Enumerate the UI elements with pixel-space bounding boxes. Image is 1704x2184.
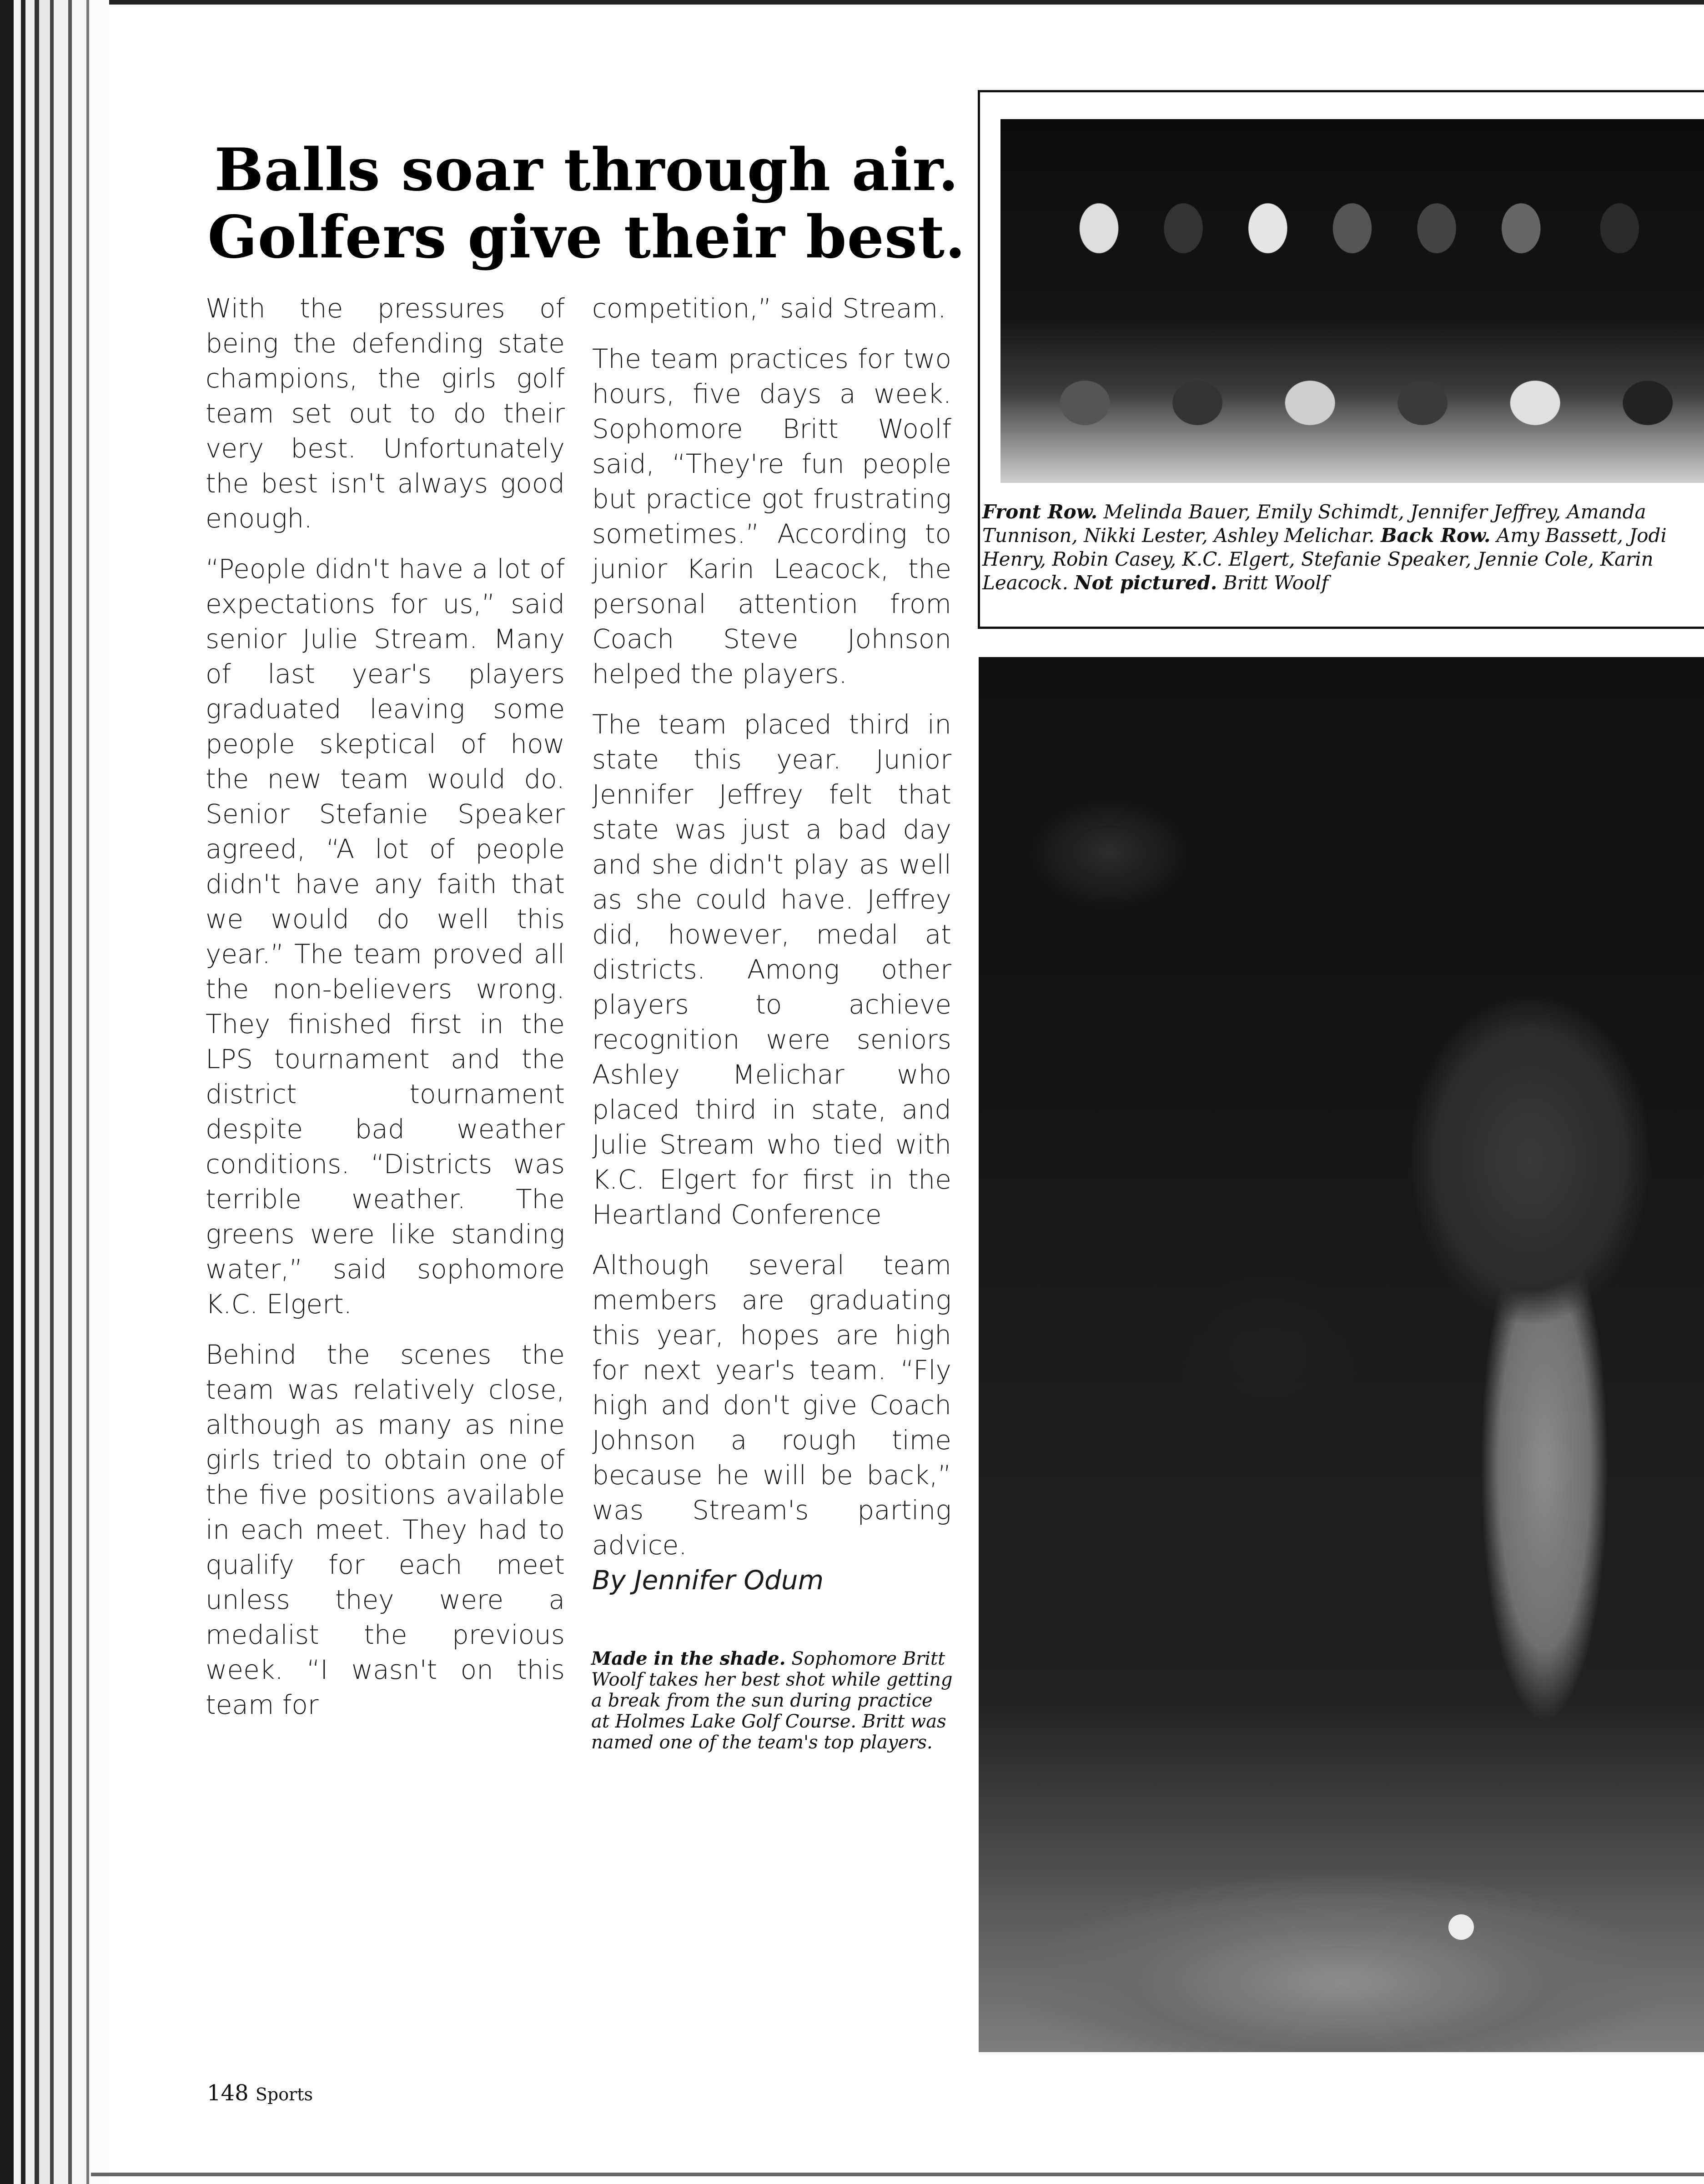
back-row-names: Amy Bassett, Jodi Henry, Robin Casey, K.C. Elgert, Stefanie Speaker, Jennie Cole, Karin Leacock. (982, 524, 1667, 594)
article-paragraph: The team placed third in state this year. Junior Jennifer Jeffrey felt that state was just a bad day and she didn't play as well as she could have. Jeffrey did, however, medal at districts. Among other players to achieve recognition were seniors Ashley Melichar who placed third in state, and Julie Stream who tied with K.C. Elgert for first in the Heartland Conference (592, 709, 951, 1230)
article-paragraph: “People didn't have a lot of expectations for us,” said senior Julie Stream. Many of last year's players graduated leaving some people skeptical of how the new team would do. Senior Stefanie Speaker agreed, “A lot of people didn't have any faith that we would do well this year.” The team proved all the non-believers wrong. They finished first in the LPS tournament and the district tournament despite bad weather conditions. “Districts was terrible weather. The greens were like standing water,” said sophomore K.C. Elgert. (206, 553, 565, 1320)
article-paragraph: With the pressures of being the defending state champions, the girls golf team set out to do their very best. Unfortunately the best isn't always good enough. (206, 293, 565, 534)
page-folio (207, 2080, 313, 2106)
headline-line-2: Golfers give their best. (207, 203, 966, 271)
not-pictured-names: Britt Woolf (1223, 572, 1329, 594)
golfer-action-photo (979, 657, 1704, 2052)
article-paragraph (592, 1248, 951, 1598)
article-column-1 (206, 291, 565, 1738)
bottom-rule (91, 2173, 1704, 2176)
article-paragraph: The team practices for two hours, five days a week. Sophomore Britt Woolf said, “They're fun people but practice got frustrating sometimes.” According to junior Karin Leacock, the personal attention from Coach Steve Johnson helped the players. (592, 343, 951, 689)
section-name: Sports (255, 2084, 313, 2104)
team-photo (1000, 119, 1704, 483)
team-photo-caption (982, 500, 1701, 595)
byline: By Jennifer Odum (592, 1565, 824, 1596)
article-paragraph: Behind the scenes the team was relatively close, although as many as nine girls tried to obtain one of the five positions available in each meet. They had to qualify for each meet unless they were a medalist the previous week. “I wasn't on this team for (206, 1339, 565, 1720)
headline-line-1: Balls soar through air. (214, 136, 959, 204)
article-paragraph: competition,” said Stream. (592, 293, 946, 324)
action-caption-text: Sophomore Britt Woolf takes her best shot while getting a break from the sun during practice at Holmes Lake Golf Course. Britt was named one of the team's top players. (591, 1648, 953, 1753)
action-caption-label: Made in the shade. (591, 1648, 786, 1669)
front-row-label: Front Row. (982, 501, 1098, 523)
article-column-2 (592, 291, 951, 1613)
not-pictured-label: Not pictured. (1074, 572, 1217, 594)
action-photo-caption (591, 1648, 955, 1753)
headline (200, 136, 973, 271)
back-row-label: Back Row. (1381, 524, 1491, 547)
front-row-names: Melinda Bauer, Emily Schimdt, Jennifer Jeffrey, Amanda Tunnison, Nikki Lester, Ashley Melichar. (982, 501, 1646, 547)
golf-ball (1448, 1914, 1474, 1940)
top-rule (109, 0, 1704, 5)
article-paragraph-text: Although several team members are graduating this year, hopes are high for next year's team. “Fly high and don't give Coach Johnson a rough time because he will be back,” was Stream's parting advice. (592, 1250, 951, 1561)
book-binding-edge (0, 0, 109, 2184)
page-number: 148 (207, 2080, 249, 2106)
